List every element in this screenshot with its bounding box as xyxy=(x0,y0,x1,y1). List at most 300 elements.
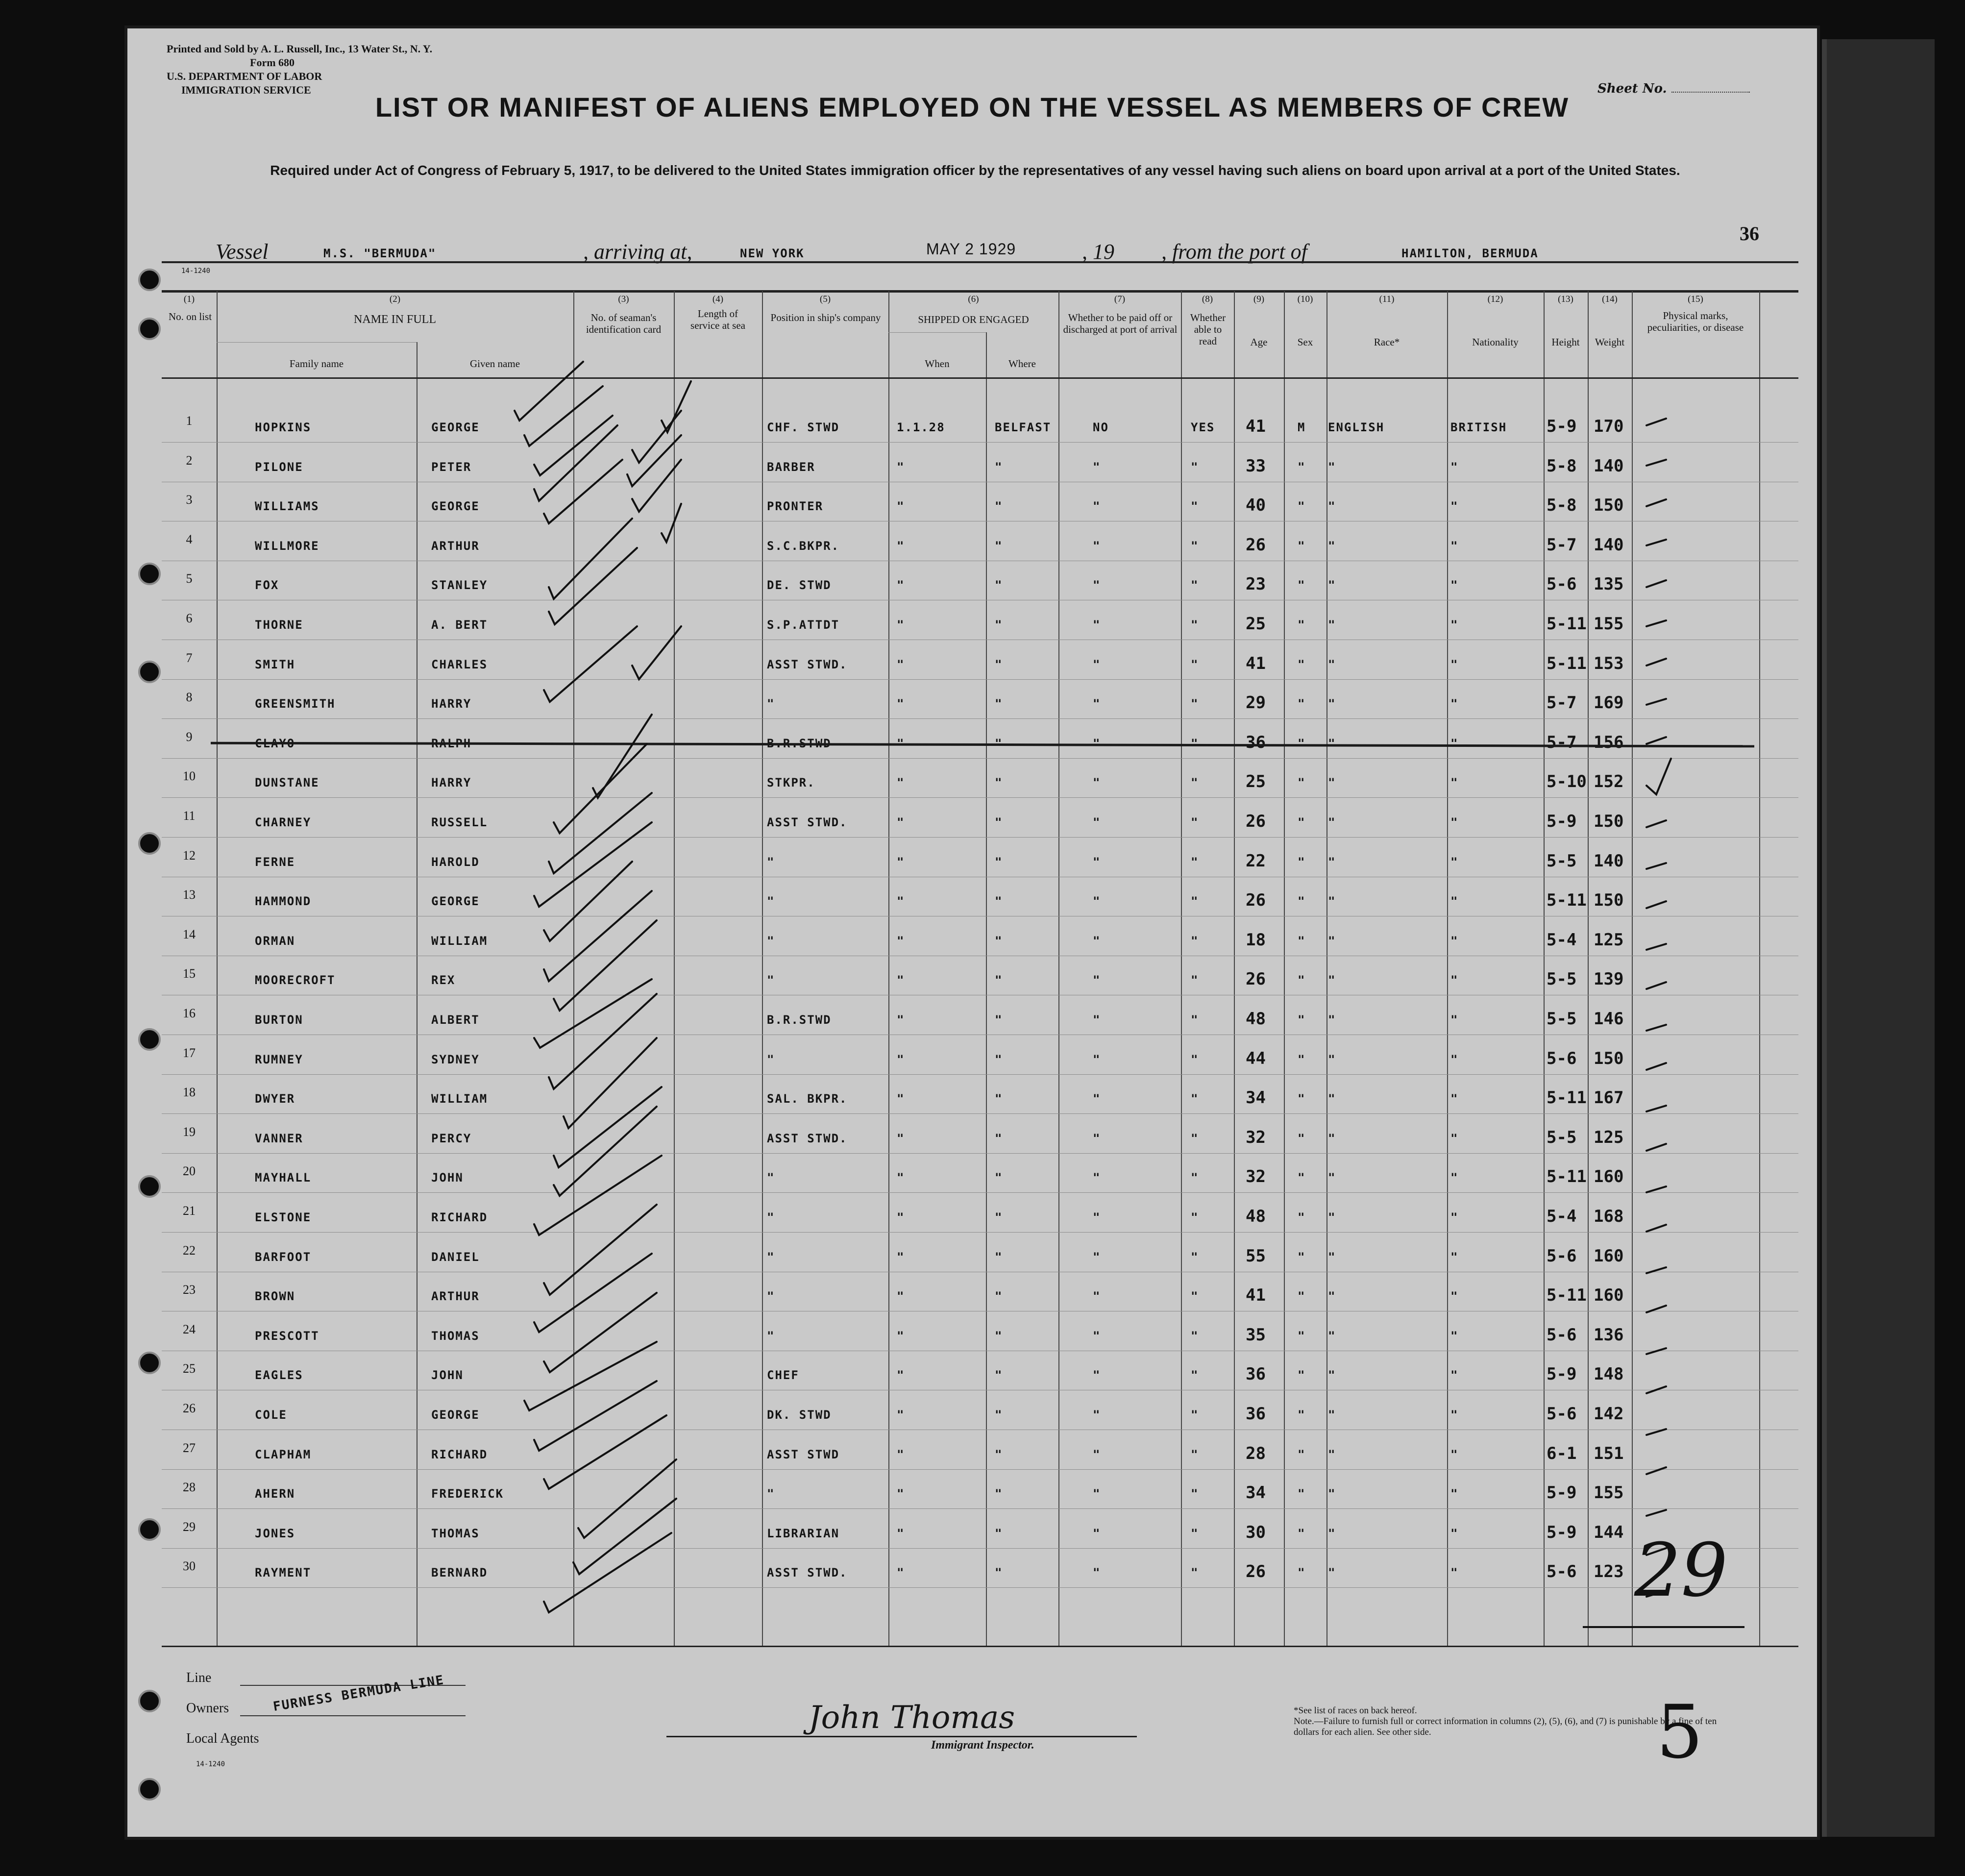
weight-cell: 155 xyxy=(1594,1483,1624,1503)
weight-cell: 150 xyxy=(1594,890,1624,911)
sex-cell: " xyxy=(1298,657,1306,671)
paid-off-cell: " xyxy=(1093,1566,1101,1580)
shipped-where-cell: " xyxy=(995,539,1003,553)
shipped-where-cell: " xyxy=(995,618,1003,632)
row-number: 23 xyxy=(183,1283,196,1297)
able-to-read-cell: " xyxy=(1191,1210,1199,1224)
position-cell: B.R.STWD xyxy=(767,736,832,750)
paid-off-cell: " xyxy=(1093,894,1101,909)
shipped-when-cell: " xyxy=(897,1171,905,1185)
table-bottom-rule xyxy=(162,1646,1798,1647)
position-cell: " xyxy=(767,1171,775,1185)
given-name-cell: WILLIAM xyxy=(431,1092,488,1106)
weight-cell: 155 xyxy=(1594,614,1624,634)
family-name-cell: CLAPHAM xyxy=(255,1447,312,1461)
shipped-when-cell: " xyxy=(897,1408,905,1422)
nationality-cell: " xyxy=(1450,1289,1459,1304)
family-name-cell: HAMMOND xyxy=(255,894,312,909)
nationality-cell: " xyxy=(1450,1171,1459,1185)
race-cell: " xyxy=(1328,1408,1336,1422)
able-to-read-cell: " xyxy=(1191,1566,1199,1580)
height-cell: 5-5 xyxy=(1547,1009,1577,1029)
sex-cell: " xyxy=(1298,776,1306,790)
sex-cell: " xyxy=(1298,1289,1306,1304)
nationality-cell: " xyxy=(1450,1526,1459,1540)
nationality-cell: " xyxy=(1450,894,1459,909)
able-to-read-cell: " xyxy=(1191,539,1199,553)
shipped-where-cell: BELFAST xyxy=(995,420,1052,434)
agents-stamp: FURNESS BERMUDA LINE xyxy=(272,1673,445,1714)
col-12-number: (12) xyxy=(1487,294,1503,304)
sex-cell: " xyxy=(1298,1487,1306,1501)
paid-off-cell: " xyxy=(1093,539,1101,553)
age-cell: 48 xyxy=(1246,1207,1266,1226)
height-cell: 6-1 xyxy=(1547,1443,1577,1463)
position-cell: S.C.BKPR. xyxy=(767,539,840,553)
nationality-cell: " xyxy=(1450,1566,1459,1580)
shipped-where-cell: " xyxy=(995,1368,1003,1382)
binder-hole xyxy=(138,832,161,855)
nationality-cell: " xyxy=(1450,499,1459,514)
shipped-where-cell: " xyxy=(995,657,1003,671)
sex-cell: M xyxy=(1298,420,1306,434)
weight-cell: 150 xyxy=(1594,495,1624,516)
service-name: IMMIGRATION SERVICE xyxy=(181,84,311,96)
shipped-where-cell: " xyxy=(995,1210,1003,1224)
able-to-read-cell: " xyxy=(1191,776,1199,790)
position-cell: " xyxy=(767,1250,775,1264)
weight-cell: 140 xyxy=(1594,456,1624,476)
page-number: 36 xyxy=(1740,222,1759,245)
height-cell: 5-10 xyxy=(1547,772,1587,792)
shipped-where-cell: " xyxy=(995,1526,1003,1540)
sex-cell: " xyxy=(1298,499,1306,514)
able-to-read-cell: " xyxy=(1191,657,1199,671)
row-number: 12 xyxy=(183,848,196,863)
position-cell: " xyxy=(767,1052,775,1066)
row-number: 15 xyxy=(183,966,196,981)
inspector-label: Immigrant Inspector. xyxy=(931,1739,1034,1752)
position-cell: DE. STWD xyxy=(767,578,832,592)
weight-cell: 169 xyxy=(1594,693,1624,713)
height-cell: 5-8 xyxy=(1547,456,1577,476)
race-cell: " xyxy=(1328,1566,1336,1580)
sex-cell: " xyxy=(1298,1131,1306,1145)
able-to-read-cell: " xyxy=(1191,697,1199,711)
age-cell: 29 xyxy=(1246,693,1266,713)
col-1-number: (1) xyxy=(183,294,195,304)
family-name-cell: EAGLES xyxy=(255,1368,303,1382)
vessel-name: M.S. "BERMUDA" xyxy=(323,247,437,260)
shipped-when-cell: " xyxy=(897,1052,905,1066)
total-underline xyxy=(1583,1626,1744,1628)
height-cell: 5-5 xyxy=(1547,851,1577,871)
sex-cell: " xyxy=(1298,1526,1306,1540)
family-name-cell: JONES xyxy=(255,1526,295,1540)
height-cell: 5-5 xyxy=(1547,969,1577,989)
col-where: Where xyxy=(1008,358,1036,370)
race-cell: " xyxy=(1328,578,1336,592)
position-cell: ASST STWD xyxy=(767,1447,840,1461)
given-name-cell: A. BERT xyxy=(431,618,488,632)
position-cell: " xyxy=(767,1210,775,1224)
paid-off-cell: " xyxy=(1093,973,1101,987)
able-to-read-cell: " xyxy=(1191,934,1199,948)
age-cell: 28 xyxy=(1246,1443,1266,1463)
col-11-number: (11) xyxy=(1379,294,1395,304)
paid-off-cell: " xyxy=(1093,855,1101,869)
family-name-cell: ORMAN xyxy=(255,934,295,948)
weight-cell: 152 xyxy=(1594,772,1624,792)
from-port: HAMILTON, BERMUDA xyxy=(1401,247,1539,260)
nationality-cell: " xyxy=(1450,1013,1459,1027)
sex-cell: " xyxy=(1298,1368,1306,1382)
age-cell: 26 xyxy=(1246,812,1266,831)
height-cell: 5-7 xyxy=(1547,732,1577,752)
family-name-cell: DWYER xyxy=(255,1092,295,1106)
weight-cell: 123 xyxy=(1594,1562,1624,1582)
col-length-service: Length of service at sea xyxy=(690,308,745,331)
height-cell: 5-4 xyxy=(1547,1207,1577,1226)
col-name-in-full: NAME IN FULL xyxy=(354,313,436,326)
row-number: 8 xyxy=(186,690,193,705)
able-to-read-cell: " xyxy=(1191,499,1199,514)
header-rule xyxy=(162,261,1798,263)
arriving-label: , arriving at, xyxy=(583,240,692,264)
given-name-cell: GEORGE xyxy=(431,1408,480,1422)
family-name-cell: BARFOOT xyxy=(255,1250,312,1264)
given-name-cell: GEORGE xyxy=(431,420,480,434)
shipped-where-cell: " xyxy=(995,1131,1003,1145)
crew-table xyxy=(162,273,1798,1646)
sex-cell: " xyxy=(1298,618,1306,632)
corner-number: 5 xyxy=(1656,1690,1703,1775)
row-number: 6 xyxy=(186,611,193,625)
row-number: 19 xyxy=(183,1124,196,1139)
age-cell: 33 xyxy=(1246,456,1266,476)
weight-cell: 170 xyxy=(1594,417,1624,436)
col-nationality: Nationality xyxy=(1472,336,1519,348)
sex-cell: " xyxy=(1298,460,1306,474)
binder-hole xyxy=(138,318,161,340)
race-cell: " xyxy=(1328,1289,1336,1304)
nationality-cell: " xyxy=(1450,1250,1459,1264)
age-cell: 26 xyxy=(1246,890,1266,911)
binder-hole xyxy=(138,1690,161,1712)
shipped-when-cell: " xyxy=(897,1487,905,1501)
shipped-where-cell: " xyxy=(995,894,1003,909)
paid-off-cell: " xyxy=(1093,1289,1101,1304)
sex-cell: " xyxy=(1298,1092,1306,1106)
row-number: 20 xyxy=(183,1164,196,1179)
shipped-where-cell: " xyxy=(995,973,1003,987)
shipped-when-cell: 1.1.28 xyxy=(897,420,945,434)
family-name-cell: BURTON xyxy=(255,1013,303,1027)
paid-off-cell: " xyxy=(1093,1013,1101,1027)
age-cell: 55 xyxy=(1246,1246,1266,1266)
height-cell: 5-11 xyxy=(1547,890,1587,911)
able-to-read-cell: " xyxy=(1191,618,1199,632)
age-cell: 25 xyxy=(1246,614,1266,634)
nationality-cell: " xyxy=(1450,1210,1459,1224)
age-cell: 36 xyxy=(1246,1364,1266,1384)
position-cell: STKPR. xyxy=(767,776,815,790)
age-cell: 48 xyxy=(1246,1009,1266,1029)
position-cell: B.R.STWD xyxy=(767,1013,832,1027)
paid-off-cell: " xyxy=(1093,618,1101,632)
row-number: 3 xyxy=(186,493,193,507)
col-weight: Weight xyxy=(1595,336,1625,348)
given-name-cell: PETER xyxy=(431,460,472,474)
shipped-when-cell: " xyxy=(897,934,905,948)
race-cell: " xyxy=(1328,1210,1336,1224)
position-cell: CHEF xyxy=(767,1368,799,1382)
family-name-cell: ELSTONE xyxy=(255,1210,312,1224)
given-name-cell: RUSSELL xyxy=(431,815,488,829)
paid-off-cell: " xyxy=(1093,1526,1101,1540)
given-name-cell: JOHN xyxy=(431,1368,464,1382)
weight-cell: 140 xyxy=(1594,851,1624,871)
race-cell: " xyxy=(1328,736,1336,750)
able-to-read-cell: " xyxy=(1191,1289,1199,1304)
position-cell: " xyxy=(767,934,775,948)
given-name-cell: STANLEY xyxy=(431,578,488,592)
able-to-read-cell: " xyxy=(1191,1131,1199,1145)
age-cell: 26 xyxy=(1246,1562,1266,1582)
paid-off-cell: " xyxy=(1093,697,1101,711)
family-name-cell: SMITH xyxy=(255,657,295,671)
age-cell: 44 xyxy=(1246,1048,1266,1068)
weight-cell: 160 xyxy=(1594,1285,1624,1306)
row-number: 26 xyxy=(183,1401,196,1415)
handwritten-total: 29 xyxy=(1634,1528,1728,1613)
family-name-cell: VANNER xyxy=(255,1131,303,1145)
position-cell: " xyxy=(767,894,775,909)
shipped-where-cell: " xyxy=(995,1566,1003,1580)
shipped-when-cell: " xyxy=(897,1447,905,1461)
race-cell: " xyxy=(1328,855,1336,869)
race-cell: " xyxy=(1328,1250,1336,1264)
given-name-cell: THOMAS xyxy=(431,1329,480,1343)
sex-cell: " xyxy=(1298,894,1306,909)
binder-hole xyxy=(138,1352,161,1374)
position-cell: ASST STWD. xyxy=(767,1566,848,1580)
able-to-read-cell: " xyxy=(1191,1408,1199,1422)
nationality-cell: " xyxy=(1450,618,1459,632)
height-cell: 5-11 xyxy=(1547,1088,1587,1108)
position-cell: " xyxy=(767,1487,775,1501)
weight-cell: 153 xyxy=(1594,653,1624,673)
col-sex: Sex xyxy=(1297,336,1313,348)
shipped-when-cell: " xyxy=(897,1526,905,1540)
row-number: 30 xyxy=(183,1559,196,1574)
race-cell: " xyxy=(1328,697,1336,711)
given-name-cell: SYDNEY xyxy=(431,1052,480,1066)
shipped-when-cell: " xyxy=(897,1329,905,1343)
shipped-when-cell: " xyxy=(897,460,905,474)
paid-off-cell: " xyxy=(1093,578,1101,592)
given-name-cell: WILLIAM xyxy=(431,934,488,948)
binder-hole xyxy=(138,1175,161,1198)
height-cell: 5-7 xyxy=(1547,693,1577,713)
family-name-cell: CHARNEY xyxy=(255,815,312,829)
paid-off-cell: " xyxy=(1093,1131,1101,1145)
nationality-cell: " xyxy=(1450,973,1459,987)
nationality-cell: BRITISH xyxy=(1450,420,1507,434)
position-cell: ASST STWD. xyxy=(767,815,848,829)
given-name-cell: ARTHUR xyxy=(431,1289,480,1304)
sex-cell: " xyxy=(1298,1329,1306,1343)
position-cell: ASST STWD. xyxy=(767,1131,848,1145)
row-number: 18 xyxy=(183,1085,196,1100)
shipped-when-cell: " xyxy=(897,539,905,553)
form-number: Form 680 xyxy=(250,56,295,69)
nationality-cell: " xyxy=(1450,1329,1459,1343)
sex-cell: " xyxy=(1298,697,1306,711)
race-cell: " xyxy=(1328,1526,1336,1540)
race-cell: " xyxy=(1328,1329,1336,1343)
able-to-read-cell: " xyxy=(1191,1329,1199,1343)
weight-cell: 150 xyxy=(1594,1048,1624,1068)
row-number: 2 xyxy=(186,453,193,468)
shipped-where-cell: " xyxy=(995,1013,1003,1027)
race-cell: " xyxy=(1328,657,1336,671)
shipped-when-cell: " xyxy=(897,499,905,514)
height-cell: 5-4 xyxy=(1547,930,1577,950)
owners-label: Owners xyxy=(186,1701,229,1716)
shipped-where-cell: " xyxy=(995,578,1003,592)
shipped-when-cell: " xyxy=(897,973,905,987)
shipped-when-cell: " xyxy=(897,776,905,790)
family-name-cell: WILLIAMS xyxy=(255,499,319,514)
able-to-read-cell: " xyxy=(1191,1013,1199,1027)
weight-cell: 144 xyxy=(1594,1522,1624,1542)
able-to-read-cell: " xyxy=(1191,1526,1199,1540)
weight-cell: 160 xyxy=(1594,1246,1624,1266)
paid-off-cell: NO xyxy=(1093,420,1109,434)
race-cell: " xyxy=(1328,1171,1336,1185)
able-to-read-cell: " xyxy=(1191,736,1199,750)
age-cell: 32 xyxy=(1246,1167,1266,1187)
height-cell: 5-7 xyxy=(1547,535,1577,555)
shipped-where-cell: " xyxy=(995,460,1003,474)
col-able-to-read: Whether able to read xyxy=(1190,312,1226,347)
age-cell: 18 xyxy=(1246,930,1266,950)
given-name-cell: CHARLES xyxy=(431,657,488,671)
col-13-number: (13) xyxy=(1558,294,1573,304)
fine-note: Note.—Failure to furnish full or correct information in columns (2), (5), (6), and (7) is punishable by a fine of ten dollars for each alien. See other side. xyxy=(1294,1716,1717,1737)
nationality-cell: " xyxy=(1450,657,1459,671)
shipped-where-cell: " xyxy=(995,697,1003,711)
position-cell: " xyxy=(767,1329,775,1343)
position-cell: " xyxy=(767,697,775,711)
nationality-cell: " xyxy=(1450,1368,1459,1382)
paid-off-cell: " xyxy=(1093,460,1101,474)
race-cell: " xyxy=(1328,1447,1336,1461)
row-number: 14 xyxy=(183,927,196,941)
printer-imprint xyxy=(167,42,432,97)
family-name-cell: RUMNEY xyxy=(255,1052,303,1066)
given-name-cell: DANIEL xyxy=(431,1250,480,1264)
race-cell: " xyxy=(1328,894,1336,909)
shipped-where-cell: " xyxy=(995,1447,1003,1461)
race-cell: " xyxy=(1328,618,1336,632)
row-number: 9 xyxy=(186,729,193,744)
height-cell: 5-6 xyxy=(1547,574,1577,594)
family-name-cell: PRESCOTT xyxy=(255,1329,319,1343)
paid-off-cell: " xyxy=(1093,1408,1101,1422)
family-name-cell: FOX xyxy=(255,578,279,592)
weight-cell: 160 xyxy=(1594,1167,1624,1187)
weight-cell: 150 xyxy=(1594,812,1624,831)
row-number: 24 xyxy=(183,1322,196,1336)
position-cell: S.P.ATTDT xyxy=(767,618,840,632)
handwritten-checkmarks xyxy=(162,273,1798,1646)
sex-cell: " xyxy=(1298,934,1306,948)
nationality-cell: " xyxy=(1450,1052,1459,1066)
able-to-read-cell: " xyxy=(1191,1250,1199,1264)
height-cell: 5-9 xyxy=(1547,1364,1577,1384)
able-to-read-cell: " xyxy=(1191,973,1199,987)
position-cell: " xyxy=(767,973,775,987)
sex-cell: " xyxy=(1298,1171,1306,1185)
given-name-cell: THOMAS xyxy=(431,1526,480,1540)
age-cell: 34 xyxy=(1246,1483,1266,1503)
given-name-cell: HAROLD xyxy=(431,855,480,869)
family-name-cell: MOORECROFT xyxy=(255,973,336,987)
sex-cell: " xyxy=(1298,973,1306,987)
height-cell: 5-6 xyxy=(1547,1325,1577,1345)
height-cell: 5-5 xyxy=(1547,1127,1577,1147)
age-cell: 41 xyxy=(1246,417,1266,436)
shipped-when-cell: " xyxy=(897,697,905,711)
given-name-cell: RICHARD xyxy=(431,1447,488,1461)
col-6-number: (6) xyxy=(968,294,979,304)
shipped-where-cell: " xyxy=(995,736,1003,750)
nationality-cell: " xyxy=(1450,1487,1459,1501)
shipped-where-cell: " xyxy=(995,1052,1003,1066)
race-cell: " xyxy=(1328,776,1336,790)
height-cell: 5-9 xyxy=(1547,1522,1577,1542)
row-number: 13 xyxy=(183,888,196,902)
agents-label: Local Agents xyxy=(186,1731,259,1746)
able-to-read-cell: " xyxy=(1191,1368,1199,1382)
races-note: *See list of races on back hereof. xyxy=(1294,1705,1417,1716)
height-cell: 5-11 xyxy=(1547,614,1587,634)
age-cell: 25 xyxy=(1246,772,1266,792)
col-7-number: (7) xyxy=(1114,294,1126,304)
binder-hole xyxy=(138,269,161,291)
sex-cell: " xyxy=(1298,1447,1306,1461)
col-height: Height xyxy=(1551,336,1580,348)
sex-cell: " xyxy=(1298,578,1306,592)
col-no-on-list: No. on list xyxy=(168,311,212,322)
weight-cell: 151 xyxy=(1594,1443,1624,1463)
race-cell: " xyxy=(1328,934,1336,948)
weight-cell: 148 xyxy=(1594,1364,1624,1384)
nationality-cell: " xyxy=(1450,1131,1459,1145)
height-cell: 5-11 xyxy=(1547,1285,1587,1306)
race-cell: " xyxy=(1328,1487,1336,1501)
given-name-cell: JOHN xyxy=(431,1171,464,1185)
signature-line xyxy=(666,1736,1137,1737)
paid-off-cell: " xyxy=(1093,1329,1101,1343)
paid-off-cell: " xyxy=(1093,1092,1101,1106)
nationality-cell: " xyxy=(1450,736,1459,750)
sex-cell: " xyxy=(1298,1566,1306,1580)
given-name-cell: GEORGE xyxy=(431,894,480,909)
physical-marks-dashes xyxy=(1646,419,1671,1597)
